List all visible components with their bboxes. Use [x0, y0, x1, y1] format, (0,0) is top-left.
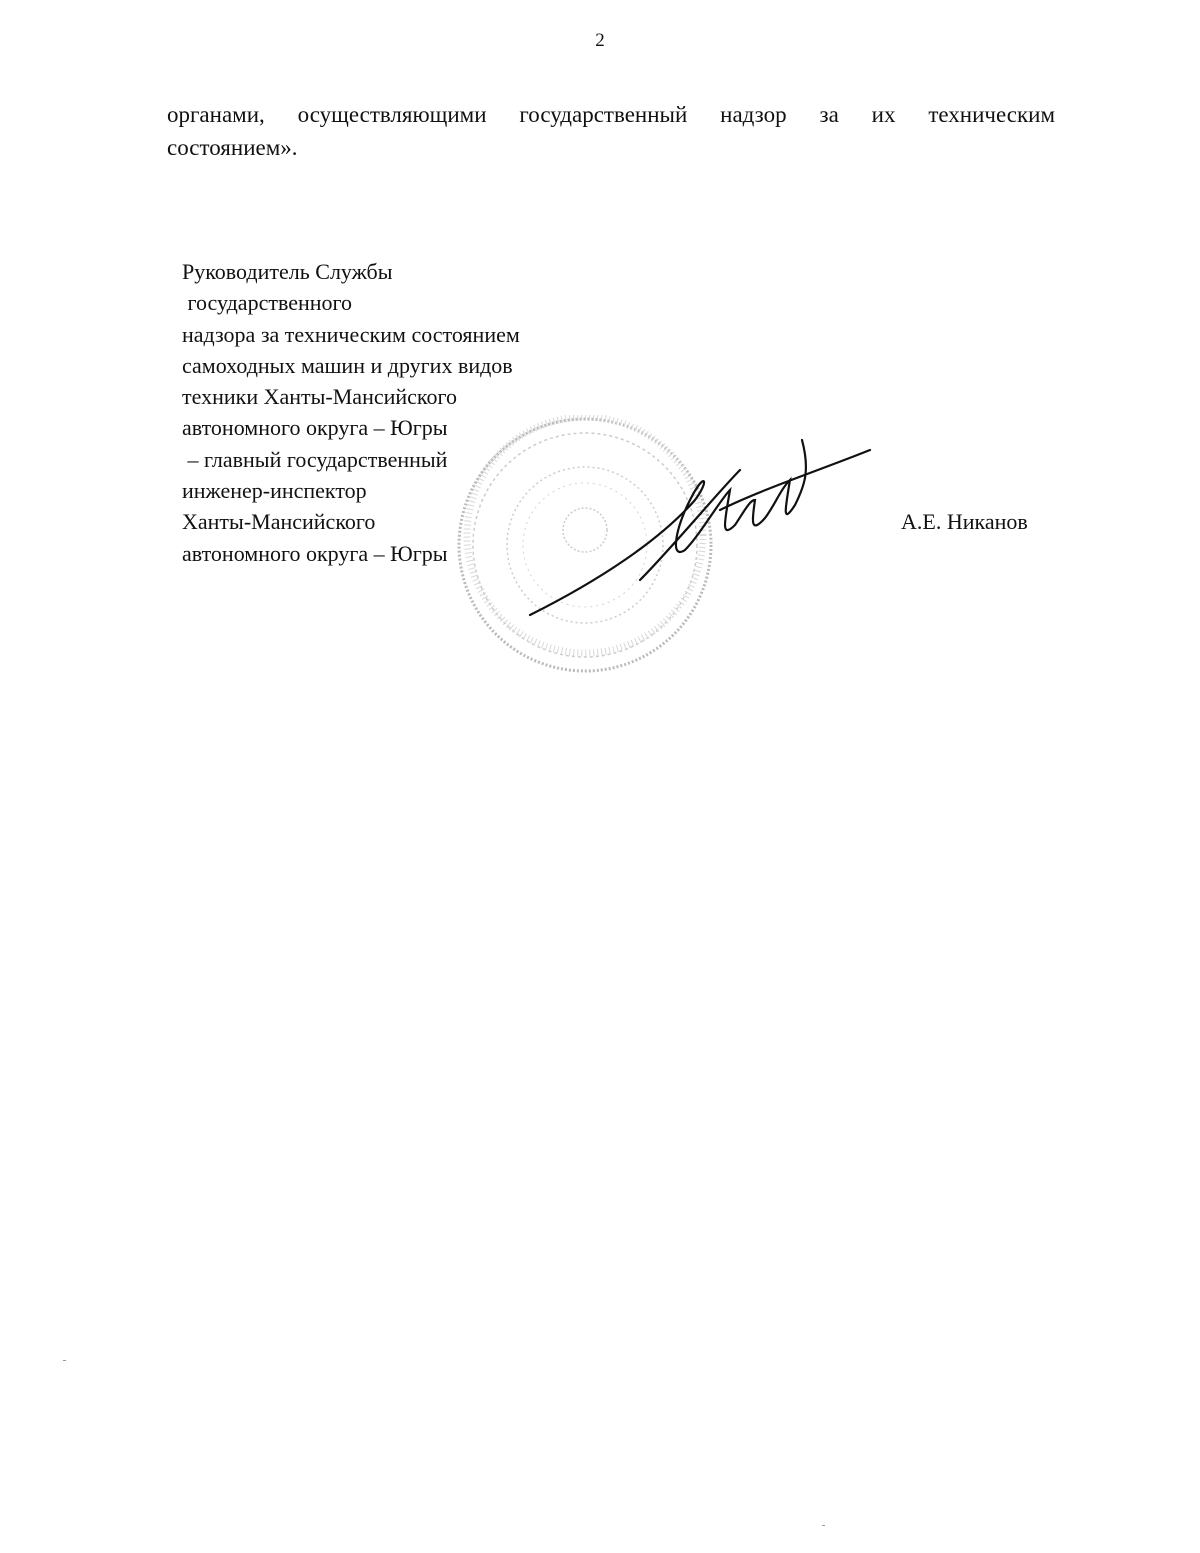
paragraph-line: состоянием».	[167, 135, 298, 160]
title-line: автономного округа – Югры	[182, 540, 448, 566]
title-line: техники Ханты-Мансийского	[182, 384, 457, 410]
title-line: государственного	[182, 290, 352, 316]
title-line: – главный государственный	[182, 446, 448, 472]
title-line: инженер-инспектор	[182, 478, 367, 504]
scan-speck	[822, 1525, 825, 1526]
title-line: самоходных машин и других видов	[182, 352, 513, 378]
scan-speck	[63, 1360, 66, 1361]
title-line: надзора за техническим состоянием	[182, 321, 520, 347]
signatory-name: А.Е. Никанов	[901, 509, 1028, 534]
body-paragraph	[167, 98, 1055, 164]
signatory-title	[182, 256, 520, 569]
page-number: 2	[595, 30, 605, 51]
title-line: автономного округа – Югры	[182, 415, 448, 441]
title-line: Ханты-Мансийского	[182, 509, 376, 535]
handwritten-signature	[520, 430, 880, 630]
paragraph-line: органами, осуществляющими государственный надзор за их техническим	[167, 102, 1055, 127]
title-line: Руководитель Службы	[182, 259, 393, 284]
